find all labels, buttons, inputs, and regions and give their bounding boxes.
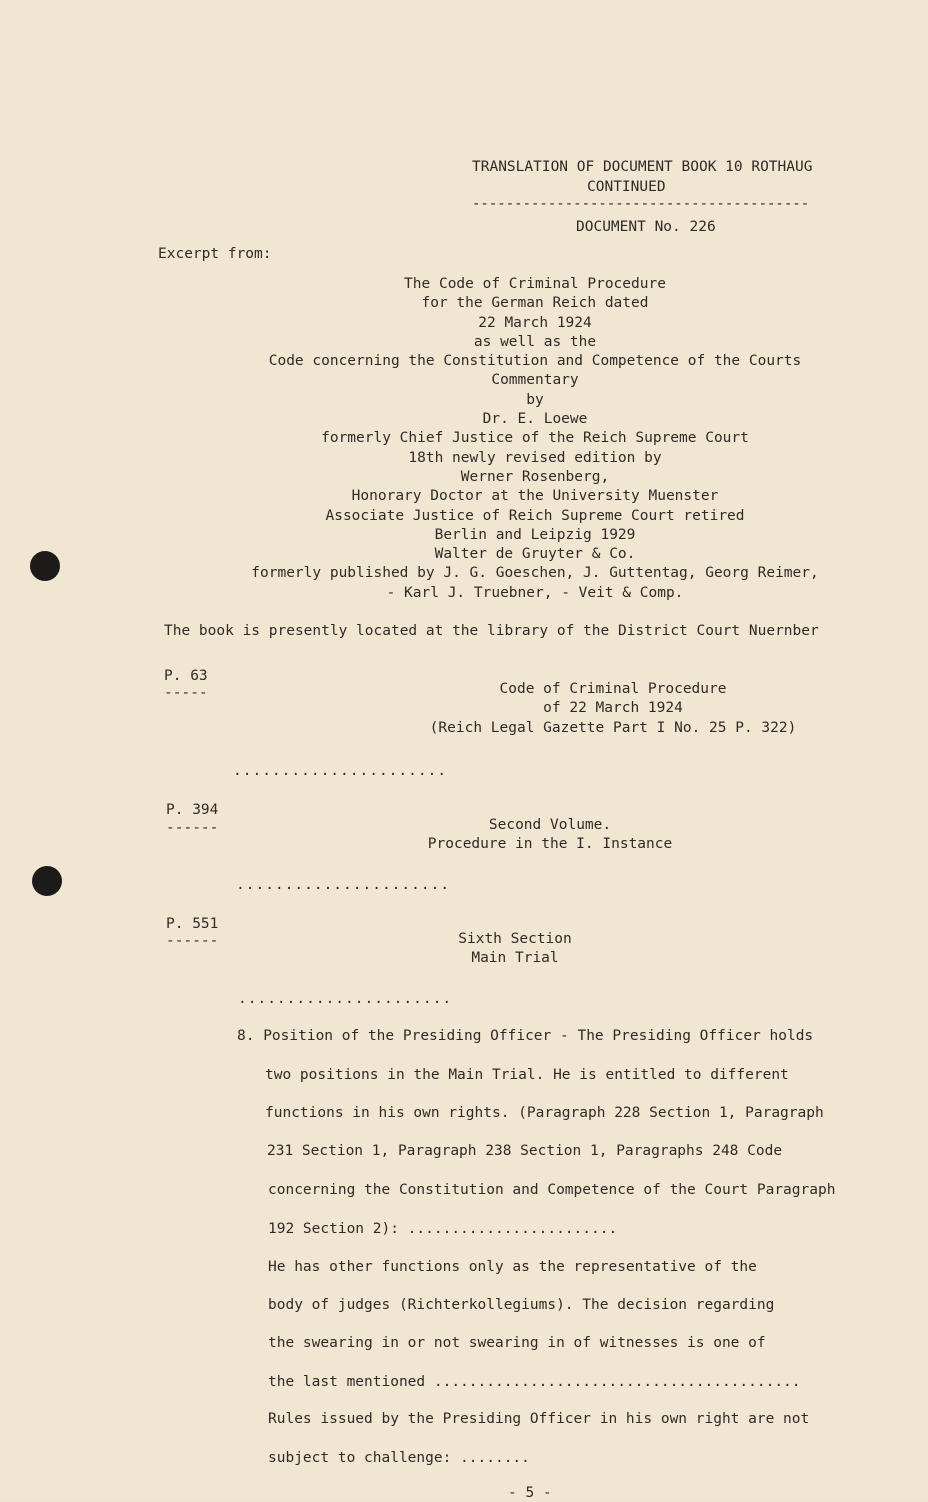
citation-line: Associate Justice of Reich Supreme Court retired [325,507,745,524]
paragraph-line: 231 Section 1, Paragraph 238 Section 1, Paragraphs 248 Code [267,1143,783,1159]
paragraph-line: 192 Section 2): ........................ [268,1221,618,1237]
citation-line: Werner Rosenberg, [460,468,610,485]
section-line: of 22 March 1924 [543,700,683,717]
ellipsis-divider: ...................... [238,991,453,1007]
punch-hole [30,551,60,581]
citation-line: formerly Chief Justice of the Reich Supreme Court [321,430,749,447]
citation-line: Walter de Gruyter & Co. [434,546,636,563]
paragraph-line: He has other functions only as the representative of the [268,1259,757,1275]
citation-line: Commentary [491,372,579,389]
citation-line: Berlin and Leipzig 1929 [434,526,636,543]
page-ref: P. 551 [166,916,219,932]
citation-line: for the German Reich dated [421,295,649,312]
paragraph-line: Rules issued by the Presiding Officer in his own right are not [268,1411,810,1427]
page-ref-underline: ------ [166,933,219,949]
section-line: (Reich Legal Gazette Part I No. 25 P. 322) [429,719,797,736]
document-title-continued: CONTINUED [587,179,666,195]
book-citation-block [200,275,920,603]
citation-line: Honorary Doctor at the University Muenster [351,488,719,505]
paragraph-line: the last mentioned .......................................... [268,1374,801,1390]
section-line: Sixth Section [458,931,572,947]
paragraph-line: subject to challenge: ........ [268,1450,530,1466]
citation-line: as well as the [473,333,597,350]
section-heading [413,680,813,738]
location-note: The book is presently located at the library of the District Court Nuernber [164,623,819,639]
paragraph-line: two positions in the Main Trial. He is entitled to different [265,1067,789,1083]
citation-line: Dr. E. Loewe [482,411,588,428]
citation-line: formerly published by J. G. Goeschen, J. Guttentag, Georg Reimer, [251,565,819,582]
page-number: - 5 - [508,1485,552,1501]
document-number: DOCUMENT No. 226 [576,219,716,235]
section-line: Procedure in the I. Instance [427,836,673,853]
page-ref: P. 63 [164,668,208,684]
page-ref-underline: ------ [166,820,219,836]
paragraph-line: the swearing in or not swearing in of witnesses is one of [268,1335,766,1351]
citation-line: The Code of Criminal Procedure [404,276,666,292]
ellipsis-divider: ...................... [233,763,448,779]
section-line: Code of Criminal Procedure [499,681,727,697]
section-line: Main Trial [471,950,559,967]
citation-line: 22 March 1924 [478,314,592,331]
section-heading [400,816,700,855]
paragraph-line: concerning the Constitution and Competence of the Court Paragraph [268,1182,836,1198]
page-ref: P. 394 [166,802,219,818]
paragraph-line: 8. Position of the Presiding Officer - The Presiding Officer holds [237,1028,814,1044]
ellipsis-divider: ...................... [236,877,451,893]
paragraph-line: functions in his own rights. (Paragraph 228 Section 1, Paragraph [265,1105,824,1121]
citation-line: - Karl J. Truebner, - Veit & Comp. [386,584,684,601]
citation-line: by [526,391,544,408]
punch-hole [32,866,62,896]
section-heading [420,930,610,969]
document-title: TRANSLATION OF DOCUMENT BOOK 10 ROTHAUG [472,159,813,175]
paragraph-line: body of judges (Richterkollegiums). The decision regarding [268,1297,775,1313]
page-ref-underline: ----- [164,685,208,701]
header-rule: ---------------------------------------- [472,196,810,212]
excerpt-label: Excerpt from: [158,246,272,262]
section-line: Second Volume. [488,817,612,833]
citation-line: 18th newly revised edition by [408,449,662,466]
citation-line: Code concerning the Constitution and Competence of the Courts [268,353,802,370]
